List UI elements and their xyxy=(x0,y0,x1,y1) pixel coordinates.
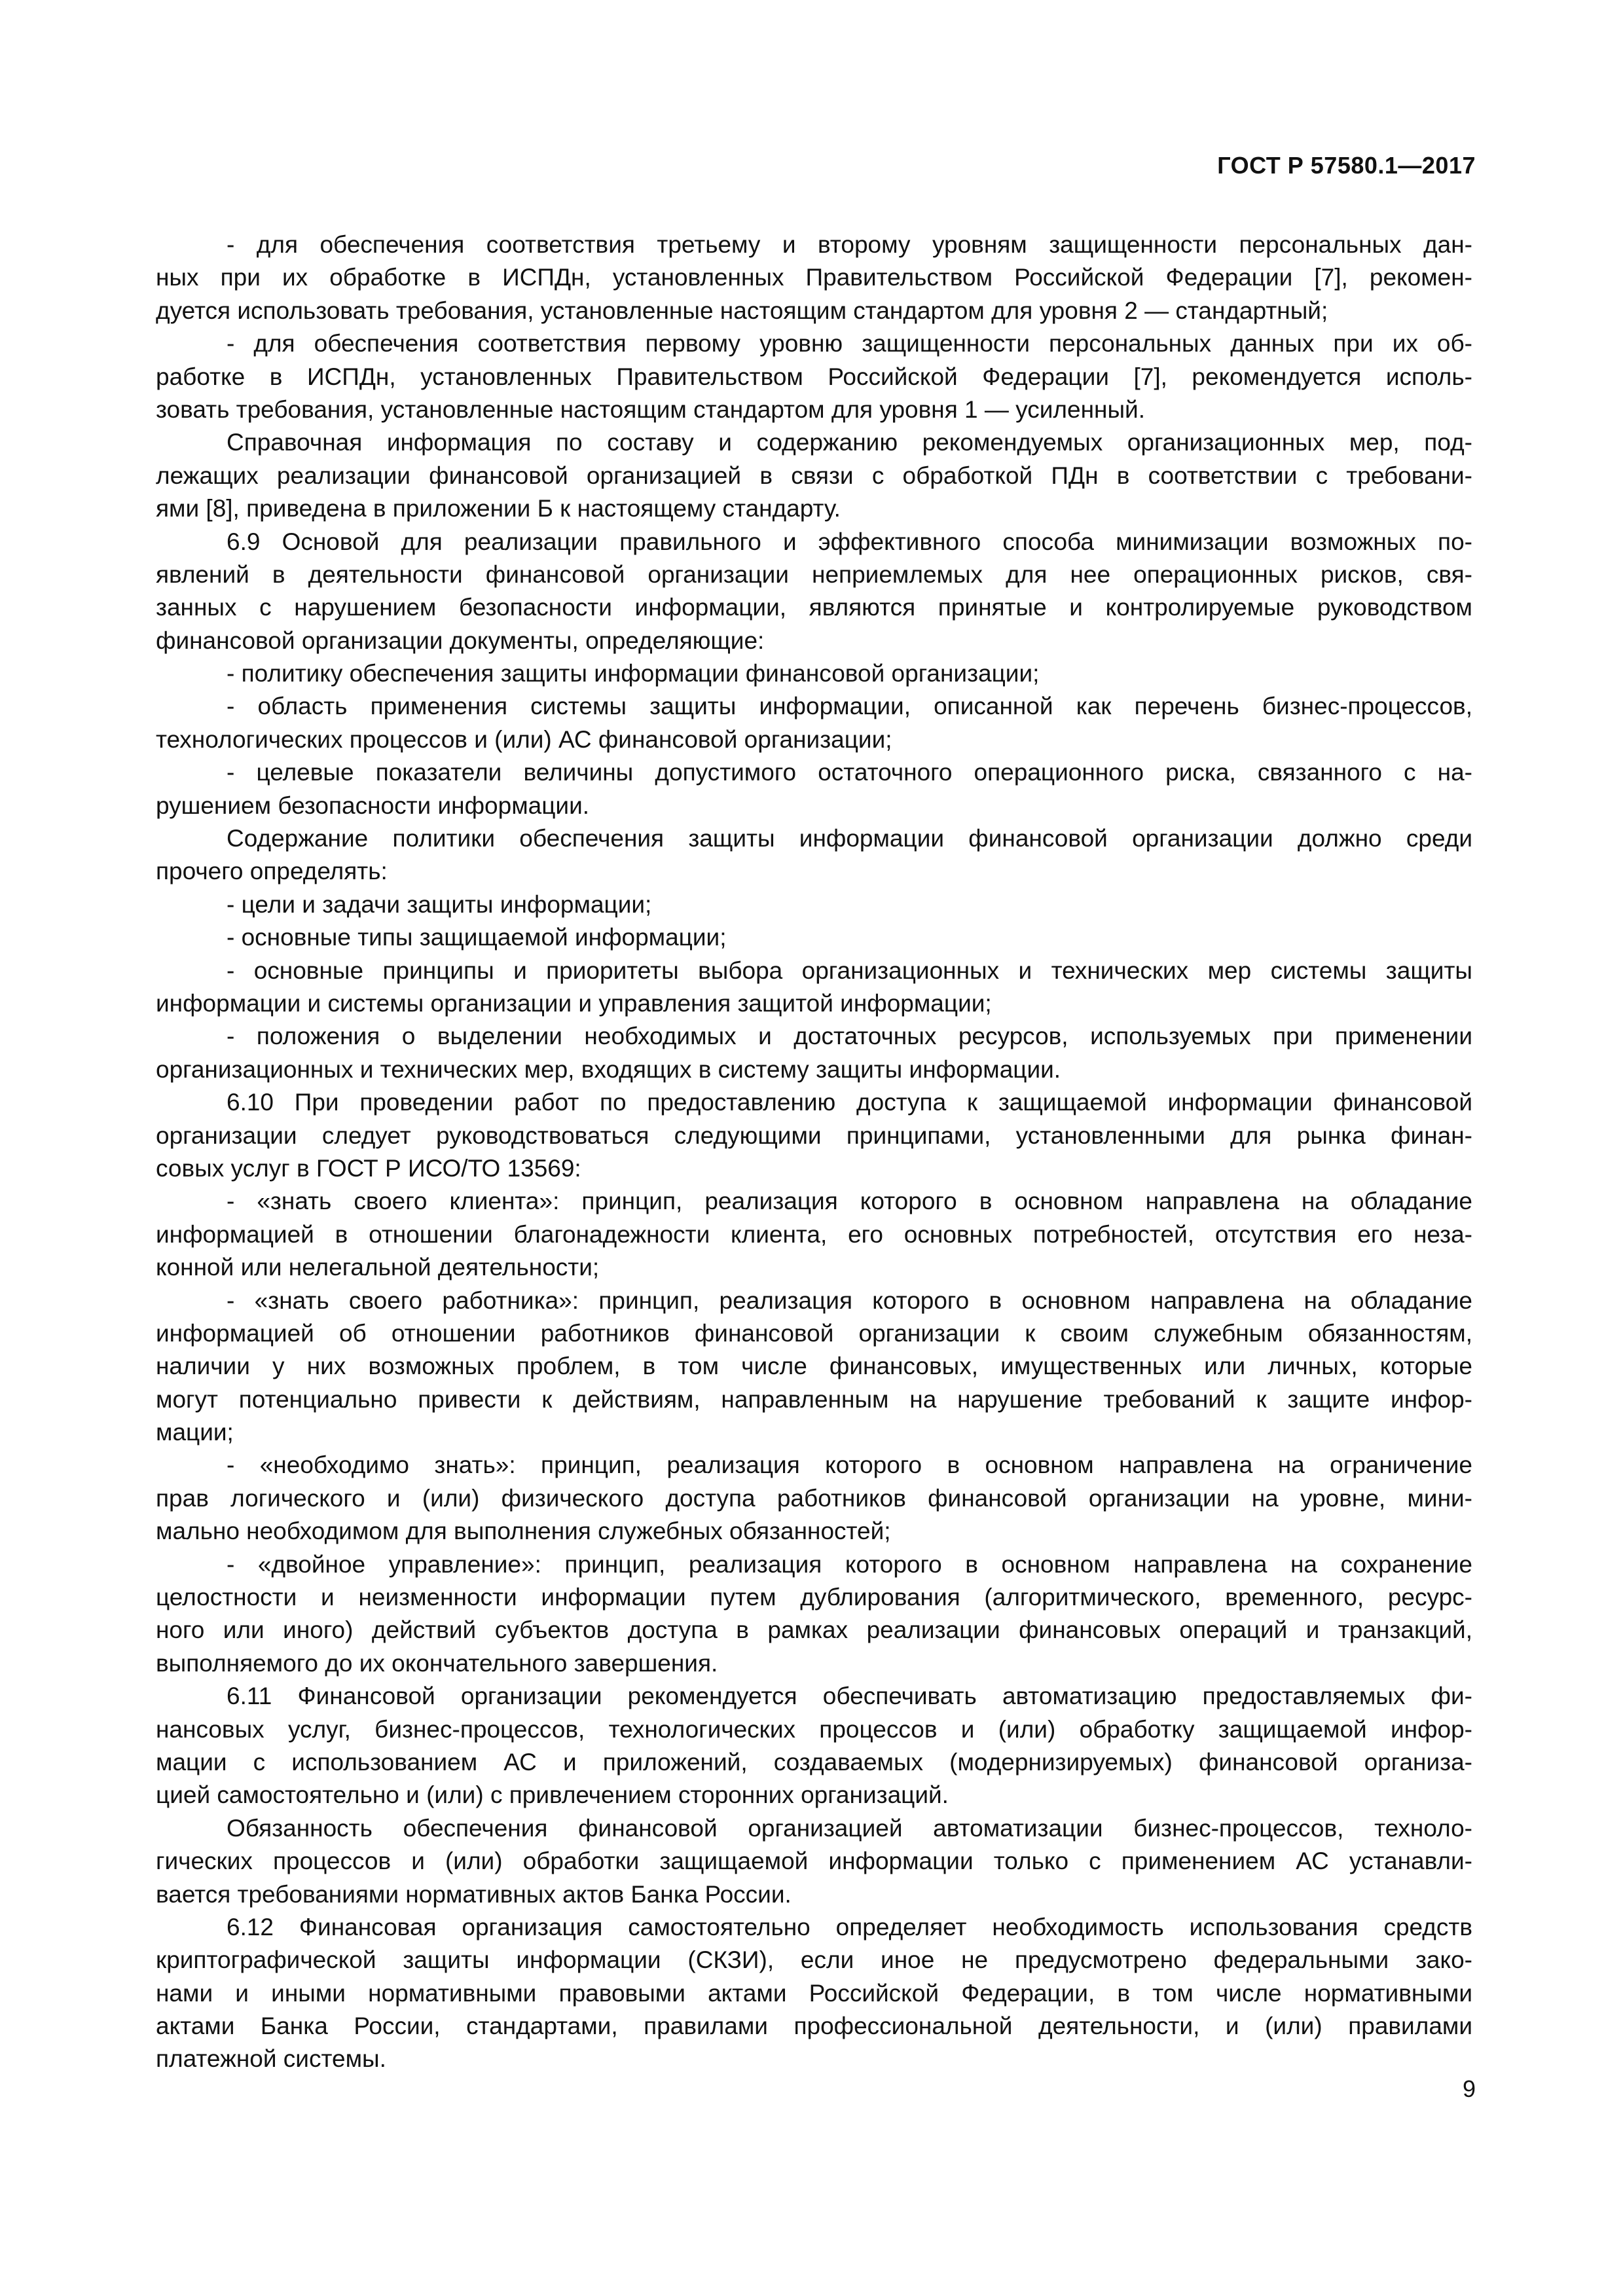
text-line: - для обеспечения соответствия третьему и второму уровням защищенности персональных дан- xyxy=(227,231,1472,258)
text-line: целостности и неизменности информации путем дублирования (алгоритмического, временного, ресурс- xyxy=(156,1584,1472,1611)
text-line: нансовых услуг, бизнес-процессов, технологических процессов и (или) обработку защищаемой инфор- xyxy=(156,1715,1472,1743)
text-line: прочего определять: xyxy=(156,858,388,885)
text-line: - «необходимо знать»: принцип, реализация которого в основном направлена на ограничение xyxy=(227,1451,1472,1479)
text-line: могут потенциально привести к действиям, направленным на нарушение требований к защите инфор- xyxy=(156,1385,1472,1413)
text-line: организации следует руководствоваться следующими принципами, установленными для рынка финан- xyxy=(156,1121,1472,1149)
text-line: занных с нарушением безопасности информации, являются принятые и контролируемые руководством xyxy=(156,594,1472,621)
text-line: Справочная информация по составу и содержанию рекомендуемых организационных мер, под- xyxy=(227,429,1472,456)
text-line: Обязанность обеспечения финансовой организацией автоматизации бизнес-процессов, техноло- xyxy=(227,1814,1472,1842)
text-line: лежащих реализации финансовой организацией в связи с обработкой ПДн в соответствии с требовани- xyxy=(156,462,1472,489)
text-line: - «знать своего работника»: принцип, реализация которого в основном направлена на обладание xyxy=(227,1286,1472,1314)
text-line: мально необходимом для выполнения служебных обязанностей; xyxy=(156,1518,891,1545)
text-line: актами Банка России, стандартами, правилами профессиональной деятельности, и (или) правилами xyxy=(156,2013,1472,2040)
text-line: конной или нелегальной деятельности; xyxy=(156,1254,600,1281)
text-line: финансовой организации документы, определяющие: xyxy=(156,627,765,654)
text-line: - основные типы защищаемой информации; xyxy=(227,924,727,951)
text-line: мации с использованием АС и приложений, создаваемых (модернизируемых) финансовой организа- xyxy=(156,1748,1472,1776)
text-line: явлений в деятельности финансовой организации неприемлемых для нее операционных рисков, свя- xyxy=(156,560,1472,588)
text-line: мации; xyxy=(156,1419,234,1446)
text-line: - цели и задачи защиты информации; xyxy=(227,890,652,918)
text-line: рушением безопасности информации. xyxy=(156,792,590,819)
text-line: дуется использовать требования, установленные настоящим стандартом для уровня 2 — стандартный; xyxy=(156,297,1328,324)
text-line: 6.11 Финансовой организации рекомендуется обеспечивать автоматизацию предоставляемых фи- xyxy=(227,1683,1472,1710)
text-line: гических процессов и (или) обработки защищаемой информации только с применением АС устанавли- xyxy=(156,1848,1472,1875)
text-line: платежной системы. xyxy=(156,2045,386,2073)
text-line: - «знать своего клиента»: принцип, реализация которого в основном направлена на обладание xyxy=(227,1188,1472,1215)
text-line: ных при их обработке в ИСПДн, установленных Правительством Российской Федерации [7], рекомен- xyxy=(156,264,1472,291)
text-line: выполняемого до их окончательного завершения. xyxy=(156,1649,718,1677)
text-line: 6.10 При проведении работ по предоставлению доступа к защищаемой информации финансовой xyxy=(227,1089,1472,1116)
text-line: - область применения системы защиты информации, описанной как перечень бизнес-процессов, xyxy=(227,693,1472,720)
text-line: организационных и технических мер, входящих в систему защиты информации. xyxy=(156,1055,1061,1083)
text-line: - положения о выделении необходимых и достаточных ресурсов, используемых при применении xyxy=(227,1023,1472,1050)
text-line: наличии у них возможных проблем, в том числе финансовых, имущественных или личных, которые xyxy=(156,1353,1472,1380)
text-line: информацией в отношении благонадежности клиента, его основных потребностей, отсутствия его неза- xyxy=(156,1220,1472,1248)
text-line: ного или иного) действий субъектов доступа в рамках реализации финансовых операций и транзакций, xyxy=(156,1616,1472,1644)
text-line: вается требованиями нормативных актов Банка России. xyxy=(156,1880,792,1908)
page-number: 9 xyxy=(1462,2075,1476,2102)
text-line: - целевые показатели величины допустимого остаточного операционного риска, связанного с на- xyxy=(227,759,1472,786)
text-line: ями [8], приведена в приложении Б к настоящему стандарту. xyxy=(156,495,841,522)
text-line: криптографической защиты информации (СКЗИ), если иное не предусмотрено федеральными зако- xyxy=(156,1946,1472,1974)
text-line: нами и иными нормативными правовыми актами Российской Федерации, в том числе нормативными xyxy=(156,1979,1472,2007)
document-header: ГОСТ Р 57580.1—2017 xyxy=(1217,152,1476,179)
text-line: информацией об отношении работников финансовой организации к своим служебным обязанностям, xyxy=(156,1319,1472,1347)
text-line: - основные принципы и приоритеты выбора организационных и технических мер системы защиты xyxy=(227,957,1472,984)
text-line: технологических процессов и (или) АС финансовой организации; xyxy=(156,725,892,753)
text-line: прав логического и (или) физического доступа работников финансовой организации на уровне, мини- xyxy=(156,1484,1472,1512)
text-line: совых услуг в ГОСТ Р ИСО/ТО 13569: xyxy=(156,1154,581,1182)
text-line: - политику обеспечения защиты информации финансовой организации; xyxy=(227,660,1040,687)
text-line: 6.9 Основой для реализации правильного и эффективного способа минимизации возможных по- xyxy=(227,528,1472,555)
text-line: цией самостоятельно и (или) с привлечением сторонних организаций. xyxy=(156,1781,949,1809)
text-line: - «двойное управление»: принцип, реализация которого в основном направлена на сохранение xyxy=(227,1550,1472,1578)
text-line: информации и системы организации и управления защитой информации; xyxy=(156,989,992,1017)
text-line: работке в ИСПДн, установленных Правительством Российской Федерации [7], рекомендуется исполь- xyxy=(156,363,1472,390)
document-body xyxy=(156,228,1472,2076)
text-line: - для обеспечения соответствия первому уровню защищенности персональных данных при их об- xyxy=(227,330,1472,357)
text-line: зовать требования, установленные настоящим стандартом для уровня 1 — усиленный. xyxy=(156,395,1145,423)
text-line: Содержание политики обеспечения защиты информации финансовой организации должно среди xyxy=(227,825,1472,852)
text-line: 6.12 Финансовая организация самостоятельно определяет необходимость использования средств xyxy=(227,1913,1472,1941)
